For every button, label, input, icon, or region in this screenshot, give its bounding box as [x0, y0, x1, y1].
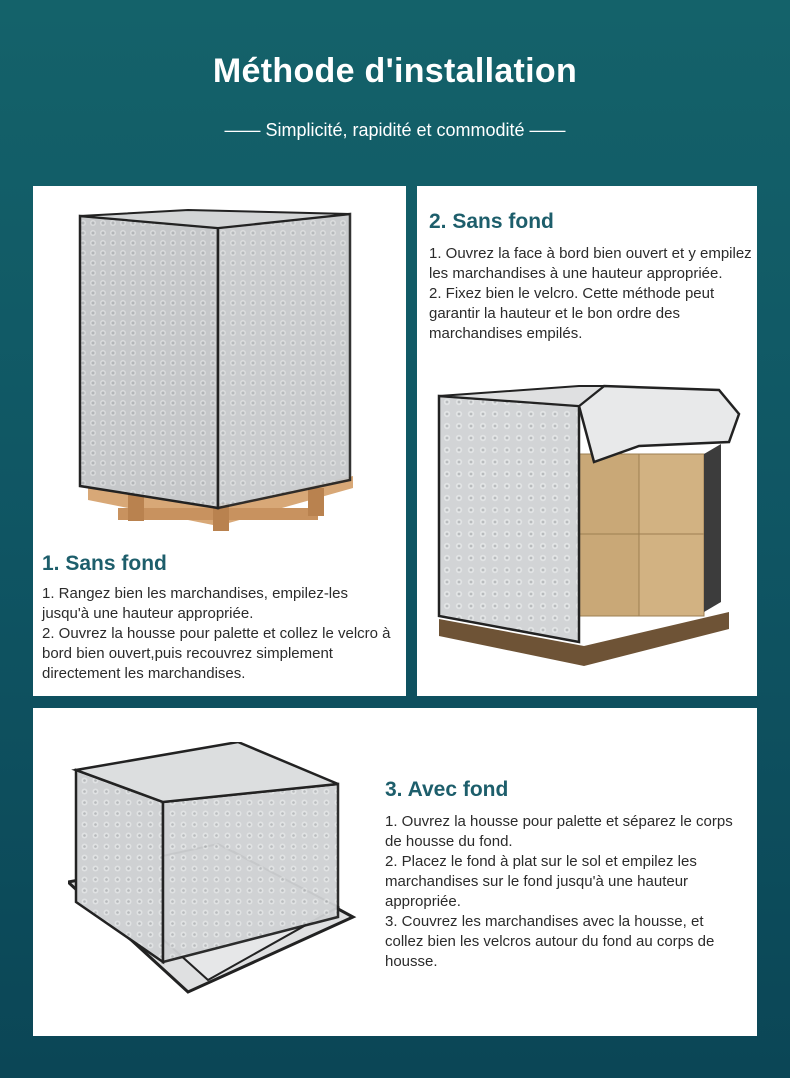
step-2-line-2: 2. Fixez bien le velcro. Cette méthode peut garantir la hauteur et le bon ordre des marchandises empilés. — [429, 285, 715, 342]
step-card-2 — [417, 186, 757, 696]
step-2-title: 2. Sans fond — [429, 210, 554, 233]
pallet-cover-image — [78, 208, 368, 538]
step-card-1 — [33, 186, 406, 696]
step-3-line-1: 1. Ouvrez la housse pour palette et séparez le corps de housse du fond. — [385, 813, 733, 850]
step-3-line-3: 3. Couvrez les marchandises avec la housse, et collez bien les velcros autour du fond au corps de housse. — [385, 913, 715, 970]
page-title: Méthode d'installation — [212, 52, 578, 90]
step-2-text — [429, 244, 754, 344]
step-1-text — [42, 584, 394, 684]
pallet-open-side-image — [429, 384, 749, 679]
step-3-line-2: 2. Placez le fond à plat sur le sol et empilez les marchandises sur le fond jusqu'à une hauteur appropriée. — [385, 853, 697, 910]
step-3-text — [385, 812, 745, 972]
page-subtitle: —— Simplicité, rapidité et commodité —— — [224, 120, 566, 140]
step-1-title: 1. Sans fond — [42, 552, 167, 575]
step-card-3 — [33, 708, 757, 1036]
step-1-line-1: 1. Rangez bien les marchandises, empilez-les jusqu'à une hauteur appropriée. — [42, 585, 348, 622]
step-1-line-2: 2. Ouvrez la housse pour palette et collez le velcro à bord bien ouvert,puis recouvrez simplement directement les marchandises. — [42, 625, 391, 682]
step-2-line-1: 1. Ouvrez la face à bord bien ouvert et y empilez les marchandises à une hauteur appropriée. — [429, 245, 752, 282]
step-3-title: 3. Avec fond — [385, 778, 509, 801]
pallet-cover-with-base-image — [68, 742, 358, 1002]
